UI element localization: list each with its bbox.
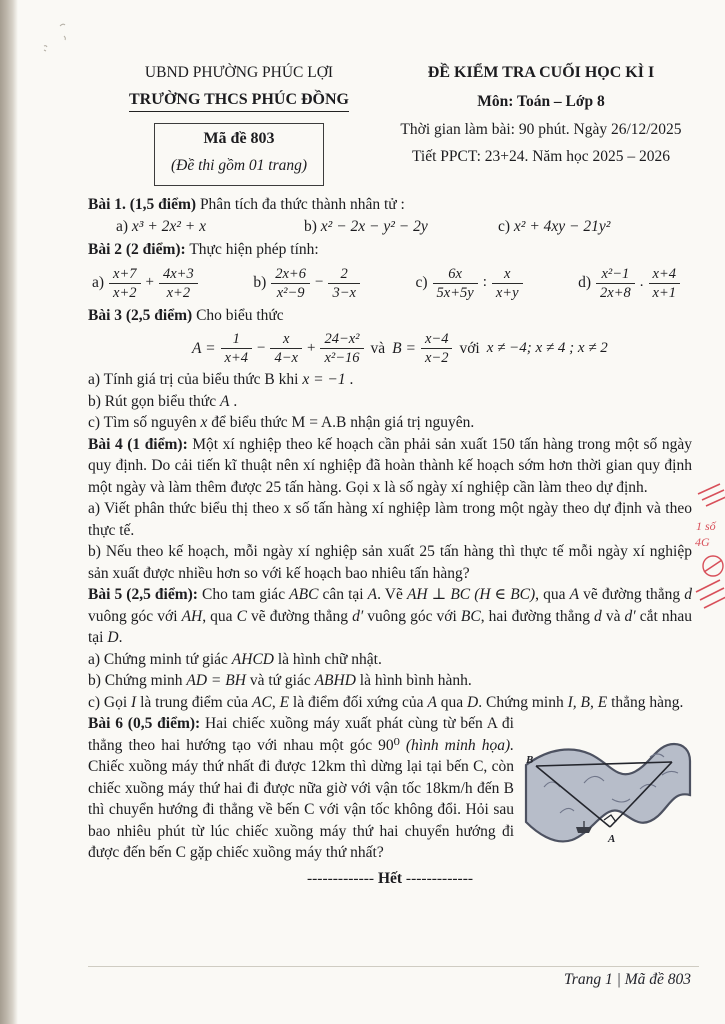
bai3-heading: [88, 305, 692, 327]
bai2-item-d: [578, 266, 680, 301]
exam-time: Thời gian làm bài: 90 phút. Ngày 26/12/2025: [400, 121, 682, 138]
operator: .: [639, 274, 644, 291]
boat-icon: [576, 827, 592, 833]
bai3-item-b: b) Rút gọn biểu thức A .: [88, 392, 238, 410]
header-right-column: [390, 64, 692, 186]
header-left-column: [88, 64, 390, 186]
bai4-lead: Bài 4 (1 điểm):: [88, 435, 188, 453]
fraction: $\frac{1}{x+4}$: [221, 331, 252, 366]
exam-period: Tiết PPCT: 23+24. Năm học 2025 – 2026: [412, 148, 670, 165]
fraction: $\frac{4x+3}{x+2}$: [159, 266, 198, 301]
bai2-lead: Bài 2 (2 điểm):: [88, 241, 186, 258]
bai1-items: [88, 216, 692, 238]
exam-subject: Môn: Toán – Lớp 8: [477, 93, 605, 110]
bai1-lead: Bài 1. (1,5 điểm): [88, 196, 197, 213]
exam-title: ĐỀ KIỂM TRA CUỐI HỌC KÌ I: [427, 64, 655, 81]
footer-rule: [88, 966, 699, 967]
fraction: $\frac{\text{x²−1}}{2x+8}$: [596, 266, 635, 301]
right-angle-mark: [604, 815, 616, 822]
item-label: d): [578, 274, 592, 292]
word-voi: với: [459, 339, 480, 357]
domain-condition: x ≠ −4; x ≠ 4 ; x ≠ 2: [486, 339, 608, 356]
label-A: A: [608, 833, 616, 845]
document-header: [88, 64, 692, 186]
bai5-item-c: c) Gọi I là trung điểm của AC, E là điểm đối xứng của A qua D. Chứng minh I, B, E thẳng hàng.: [88, 693, 684, 711]
bai5-item-b: b) Chứng minh AD = BH và tứ giác ABHD là hình bình hành.: [88, 672, 472, 689]
operator: −: [257, 339, 266, 356]
fraction: $\frac{x-4}{x-2}$: [421, 331, 452, 366]
bai3-item-a: a) Tính giá trị của biểu thức B khi x = −1 .: [88, 371, 354, 388]
bai2-item-c: [416, 266, 523, 301]
bai2-intro: Thực hiện phép tính:: [185, 241, 319, 258]
operator: +: [145, 274, 154, 291]
org-name: UBND PHƯỜNG PHÚC LỢI: [144, 64, 334, 81]
fraction: $\frac{x}{x+y}$: [492, 266, 523, 301]
page-content: [88, 64, 692, 889]
exam-code-note: (Đề thi gồm 01 trang): [170, 157, 308, 174]
bai6-body: Hai chiếc xuồng máy xuất phát cùng từ bến A đi thẳng theo hai hướng tạo với nhau một góc 90⁰ (hình minh họa). Chiếc xuồng máy thứ nhất đi được 12km thì dừng lại tại bến C, còn chiếc xuồng máy thứ hai đi được nữa giờ với vận tốc 18km/h đến B thì chuyển hướng đi thẳng về bến C với vận tốc không đổi. Hỏi sau bao nhiêu phút từ lúc chiếc xuồng máy thứ hai chuyển hướng đi được đến bến C gặp chiếc xuồng máy thứ nhất?: [88, 715, 514, 861]
exam-code-box: [154, 123, 324, 186]
fraction: $\frac{\text{24−x²}}{\text{x²−16}}$: [320, 331, 363, 366]
fraction: $\frac{x+7}{x+2}$: [109, 266, 140, 301]
fraction: $\frac{x+4}{x+1}$: [649, 266, 680, 301]
bai6-lead: Bài 6 (0,5 điểm):: [88, 715, 201, 732]
end-marker: ------------- Hết -------------: [306, 869, 474, 887]
section-bai1: [88, 194, 692, 237]
bai4-paragraph: [88, 434, 692, 499]
bai5-lead: Bài 5 (2,5 điểm):: [88, 586, 198, 603]
math-expression: x² + 4xy − 21y²: [513, 217, 611, 235]
bai3-item-c: c) Tìm số nguyên x để biểu thức M = A.B nhận giá trị nguyên.: [88, 414, 475, 431]
formula-lhs-A: A =: [192, 339, 216, 357]
bai4-body: Một xí nghiệp theo kế hoạch cần phải sản xuất 150 tấn hàng trong một số ngày quy định. Do cải tiến kĩ thuật nên xí nghiệp đã hoàn thành kế hoạch sớm hơn thời gian quy định một ngày và làm thêm được 25 tấn hàng. Gọi x là số ngày xí nghiệp cần làm theo dự định.: [88, 435, 692, 496]
pencil-marks: [40, 20, 70, 60]
bai2-item-a: [92, 266, 198, 301]
item-label: a): [92, 274, 105, 292]
section-bai5: [88, 584, 692, 713]
fraction: $\frac{x}{4-x}$: [270, 331, 301, 366]
bai4-item-a: a) Viết phân thức biểu thị theo x số tấn hàng xí nghiệp làm trong một ngày theo dự định và theo thực tế.: [88, 500, 692, 539]
school-name: TRƯỜNG THCS PHÚC ĐỒNG: [129, 91, 349, 112]
item-label: b): [253, 274, 267, 292]
exam-code: Mã đề 803: [203, 130, 275, 147]
section-bai4: [88, 434, 692, 585]
scan-left-edge: [0, 0, 18, 1024]
bai2-items: [88, 261, 692, 303]
item-label: a): [116, 217, 129, 235]
operator: +: [306, 339, 316, 356]
fraction: $\frac{6x}{5x+5y}$: [433, 266, 478, 301]
bai5-body: Cho tam giác ABC cân tại A. Vẽ AH ⊥ BC (H ∈ BC), qua A vẽ đường thẳng d vuông góc với AH, qua C vẽ đường thẳng d′ vuông góc với BC, hai đường thẳng d và d′ cắt nhau tại D.: [88, 586, 693, 646]
bai6-paragraph: [88, 713, 692, 864]
bai5-item-a: a) Chứng minh tứ giác AHCD là hình chữ nhật.: [88, 650, 382, 668]
item-label: c): [498, 217, 511, 235]
math-expression: x³ + 2x² + x: [131, 217, 207, 235]
operator: −: [314, 274, 324, 291]
section-bai3: [88, 305, 692, 434]
bai3-lead: Bài 3 (2,5 điểm): [88, 306, 193, 324]
river-band: [526, 744, 690, 841]
bai3-intro: Cho biểu thức: [192, 306, 284, 324]
fraction: $\frac{2}{3-x}$: [328, 266, 359, 301]
bai1-intro: Phân tích đa thức thành nhân tử :: [196, 196, 405, 213]
section-bai6: [88, 713, 692, 889]
bai1-item-b: [304, 216, 498, 238]
formula-lhs-B: B =: [392, 339, 416, 357]
bai1-item-a: [116, 216, 304, 238]
bai5-paragraph: [88, 584, 692, 649]
section-bai2: [88, 239, 692, 303]
item-label: b): [304, 217, 317, 235]
bai4-item-b: b) Nếu theo kế hoạch, mỗi ngày xí nghiệp sản xuất 25 tấn hàng thì thực tế mỗi ngày xí nghiệp sản xuất được nhiều hơn so với kế hoạch bao nhiêu tấn hàng?: [88, 543, 692, 582]
red-note-1: 1 số: [696, 519, 716, 533]
word-va: và: [370, 339, 386, 357]
bai2-heading: [88, 239, 692, 261]
operator: :: [482, 274, 487, 291]
item-label: c): [415, 274, 428, 292]
fraction: $\frac{2x+6}{\text{x²−9}}$: [271, 266, 310, 301]
bai1-item-c: [498, 216, 610, 238]
bai2-item-b: [253, 266, 360, 301]
bai1-heading: [88, 194, 692, 216]
page-footer: Trang 1 | Mã đề 803: [564, 971, 691, 988]
red-note-2: 4G: [695, 535, 710, 549]
river-map-illustration: [524, 735, 692, 857]
math-expression: x² − 2x − y² − 2y: [320, 217, 428, 235]
red-annotation-marks: [690, 480, 725, 632]
bai3-formula: [88, 331, 692, 366]
label-B: B: [526, 754, 534, 766]
